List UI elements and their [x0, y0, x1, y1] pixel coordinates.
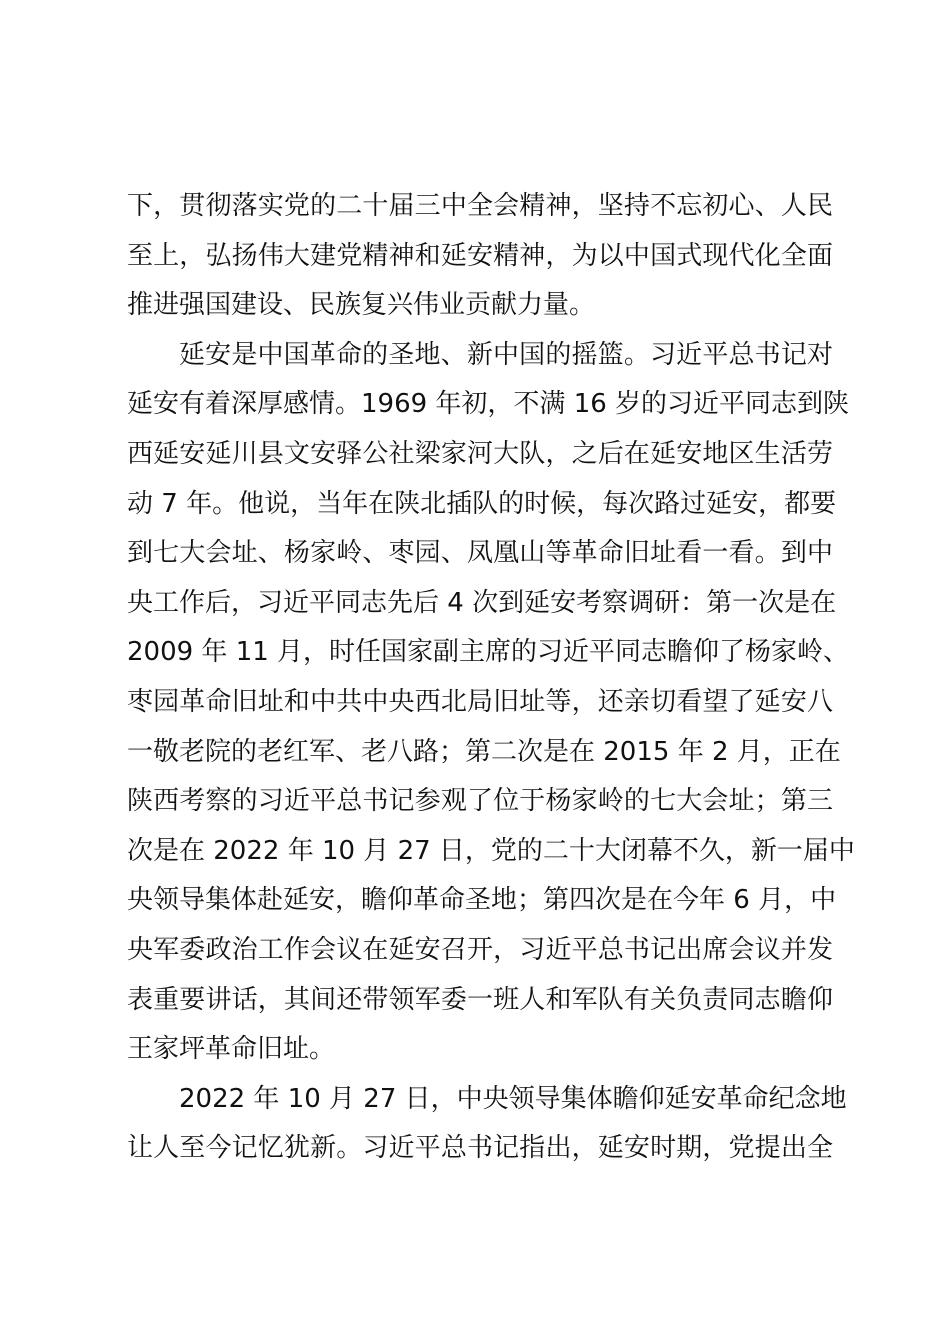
text-line: 次是在 2022 年 10 月 27 日，党的二十大闭幕不久，新一届中	[127, 835, 855, 866]
text-line: 枣园革命旧址和中共中央西北局旧址等，还亲切看望了延安八	[127, 686, 833, 717]
text-line: 王家坪革命旧址。	[127, 1034, 336, 1065]
text-line: 西延安延川县文安驿公社梁家河大队，之后在延安地区生活劳	[127, 438, 833, 469]
paragraph-3	[127, 1075, 847, 1174]
text-line: 让人至今记忆犹新。习近平总书记指出，延安时期，党提出全	[127, 1133, 833, 1164]
text-line: 央工作后，习近平同志先后 4 次到延安考察调研：第一次是在	[127, 587, 837, 618]
body-text	[127, 182, 855, 1174]
text-line: 央领导集体赴延安，瞻仰革命圣地；第四次是在今年 6 月，中	[127, 885, 837, 916]
text-line: 动 7 年。他说，当年在陕北插队的时候，每次路过延安，都要	[127, 488, 837, 519]
paragraph-2	[127, 331, 855, 1075]
text-line: 到七大会址、杨家岭、枣园、凤凰山等革命旧址看一看。到中	[127, 538, 833, 569]
text-line: 推进强国建设、民族复兴伟业贡献力量。	[127, 290, 596, 321]
text-line: 延安有着深厚感情。1969 年初，不满 16 岁的习近平同志到陕	[127, 389, 850, 420]
text-line: 表重要讲话，其间还带领军委一班人和军队有关负责同志瞻仰	[127, 984, 833, 1015]
text-line: 至上，弘扬伟大建党精神和延安精神，为以中国式现代化全面	[127, 240, 833, 271]
text-line: 陕西考察的习近平总书记参观了位于杨家岭的七大会址；第三	[127, 786, 833, 817]
text-line: 延安是中国革命的圣地、新中国的摇篮。习近平总书记对	[179, 339, 833, 370]
text-line: 2022 年 10 月 27 日，中央领导集体瞻仰延安革命纪念地	[179, 1083, 847, 1114]
text-line: 央军委政治工作会议在延安召开，习近平总书记出席会议并发	[127, 934, 833, 965]
text-line: 2009 年 11 月，时任国家副主席的习近平同志瞻仰了杨家岭、	[127, 637, 850, 668]
paragraph-1	[127, 182, 833, 331]
text-line: 下，贯彻落实党的二十届三中全会精神，坚持不忘初心、人民	[127, 191, 833, 221]
text-line: 一敬老院的老红军、老八路；第二次是在 2015 年 2 月，正在	[127, 736, 841, 767]
